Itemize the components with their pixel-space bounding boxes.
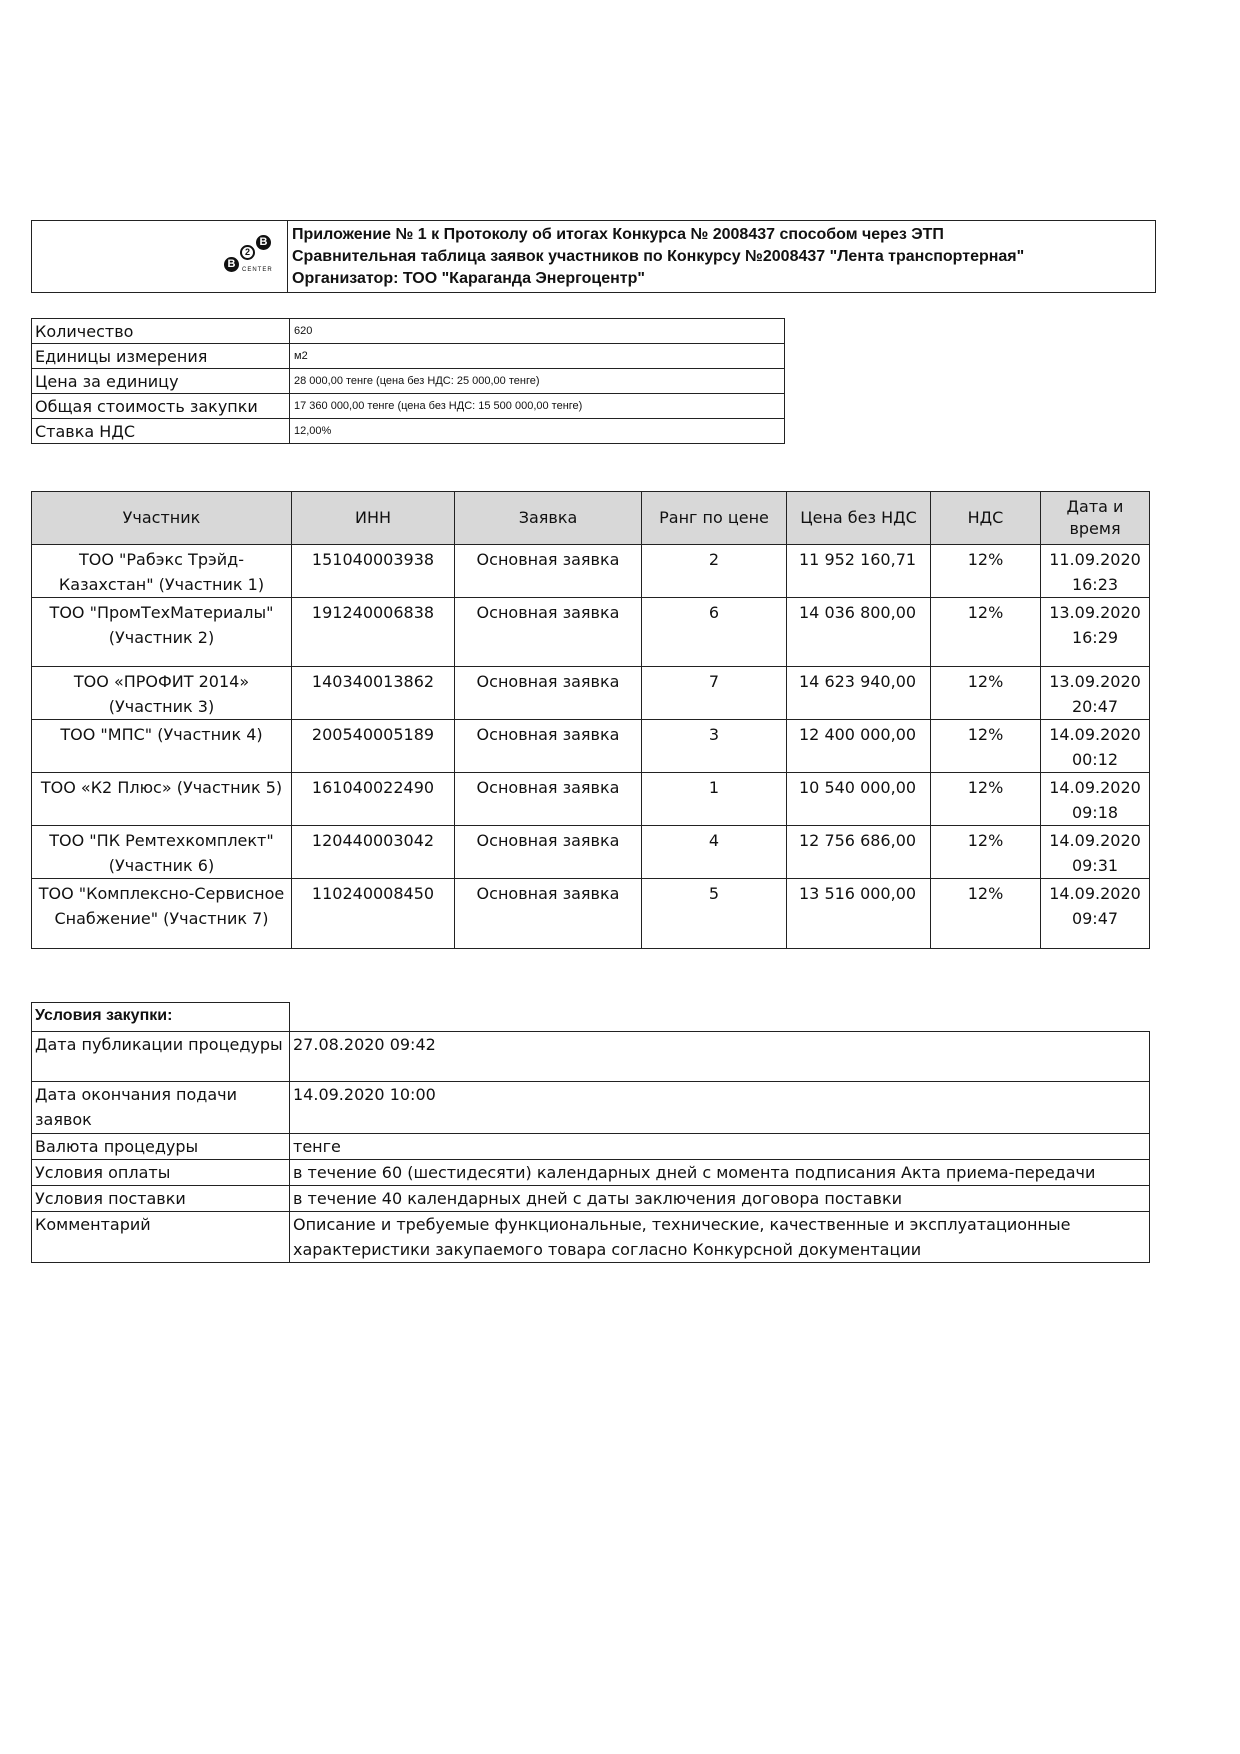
document-header	[31, 220, 1156, 293]
cell-price: 12 400 000,00	[787, 720, 931, 773]
condition-label: Валюта процедуры	[32, 1134, 290, 1160]
table-row	[32, 667, 1150, 720]
summary-row	[32, 319, 785, 344]
summary-value: 28 000,00 тенге (цена без НДС: 25 000,00 тенге)	[290, 369, 785, 394]
cell-rank: 3	[642, 720, 787, 773]
cell-vat: 12%	[931, 826, 1041, 879]
header-text	[288, 221, 1156, 293]
cell-vat: 12%	[931, 879, 1041, 949]
column-header: НДС	[931, 492, 1041, 545]
cell-bid: Основная заявка	[455, 879, 642, 949]
participants-header-row	[32, 492, 1150, 545]
condition-label: Условия оплаты	[32, 1160, 290, 1186]
cell-datetime: 11.09.2020 16:23	[1041, 545, 1150, 598]
cell-rank: 5	[642, 879, 787, 949]
cell-price: 13 516 000,00	[787, 879, 931, 949]
cell-vat: 12%	[931, 720, 1041, 773]
conditions-row	[32, 1032, 1150, 1082]
cell-vat: 12%	[931, 598, 1041, 667]
cell-bid: Основная заявка	[455, 598, 642, 667]
condition-label: Дата публикации процедуры	[32, 1032, 290, 1082]
cell-bid: Основная заявка	[455, 826, 642, 879]
summary-value: м2	[290, 344, 785, 369]
logo-cell	[32, 221, 288, 293]
summary-value: 620	[290, 319, 785, 344]
cell-participant: ТОО «ПРОФИТ 2014» (Участник 3)	[32, 667, 292, 720]
cell-bid: Основная заявка	[455, 667, 642, 720]
cell-participant: ТОО "МПС" (Участник 4)	[32, 720, 292, 773]
cell-vat: 12%	[931, 545, 1041, 598]
logo-letter-left: B	[224, 257, 239, 272]
cell-datetime: 13.09.2020 20:47	[1041, 667, 1150, 720]
cell-bid: Основная заявка	[455, 720, 642, 773]
conditions-row	[32, 1082, 1150, 1134]
summary-value: 12,00%	[290, 419, 785, 444]
conditions-title: Условия закупки:	[32, 1003, 290, 1032]
summary-row	[32, 394, 785, 419]
summary-value: 17 360 000,00 тенге (цена без НДС: 15 500 000,00 тенге)	[290, 394, 785, 419]
column-header: Заявка	[455, 492, 642, 545]
cell-datetime: 14.09.2020 09:31	[1041, 826, 1150, 879]
cell-datetime: 14.09.2020 09:18	[1041, 773, 1150, 826]
participants-table	[31, 491, 1150, 949]
summary-row	[32, 369, 785, 394]
condition-value: в течение 40 календарных дней с даты заключения договора поставки	[290, 1186, 1150, 1212]
table-row	[32, 826, 1150, 879]
cell-participant: ТОО "Рабэкс Трэйд-Казахстан" (Участник 1)	[32, 545, 292, 598]
summary-label: Общая стоимость закупки	[32, 394, 290, 419]
logo-subtext: CENTER	[242, 267, 273, 273]
summary-label: Цена за единицу	[32, 369, 290, 394]
header-line-2: Сравнительная таблица заявок участников по Конкурсу №2008437 "Лента транспортерная"	[292, 247, 1025, 265]
table-row	[32, 598, 1150, 667]
summary-label: Количество	[32, 319, 290, 344]
cell-vat: 12%	[931, 667, 1041, 720]
condition-label: Дата окончания подачи заявок	[32, 1082, 290, 1134]
cell-rank: 1	[642, 773, 787, 826]
summary-row	[32, 419, 785, 444]
column-header: ИНН	[292, 492, 455, 545]
logo-letter-right: B	[256, 235, 271, 250]
cell-inn: 200540005189	[292, 720, 455, 773]
cell-bid: Основная заявка	[455, 545, 642, 598]
cell-participant: ТОО «К2 Плюс» (Участник 5)	[32, 773, 292, 826]
column-header: Дата и время	[1041, 492, 1150, 545]
conditions-table	[31, 1002, 1150, 1263]
summary-label: Единицы измерения	[32, 344, 290, 369]
conditions-row	[32, 1160, 1150, 1186]
summary-row	[32, 344, 785, 369]
header-line-1: Приложение № 1 к Протоколу об итогах Конкурса № 2008437 способом через ЭТП	[292, 225, 944, 243]
cell-inn: 140340013862	[292, 667, 455, 720]
summary-table	[31, 318, 785, 444]
condition-value: Описание и требуемые функциональные, технические, качественные и эксплуатационные характеристики закупаемого товара согласно Конкурсной документации	[290, 1212, 1150, 1263]
summary-label: Ставка НДС	[32, 419, 290, 444]
conditions-row	[32, 1134, 1150, 1160]
cell-price: 14 036 800,00	[787, 598, 931, 667]
cell-datetime: 14.09.2020 00:12	[1041, 720, 1150, 773]
condition-label: Комментарий	[32, 1212, 290, 1263]
cell-inn: 161040022490	[292, 773, 455, 826]
logo-digit: 2	[240, 245, 255, 260]
condition-value: тенге	[290, 1134, 1150, 1160]
table-row	[32, 720, 1150, 773]
cell-rank: 7	[642, 667, 787, 720]
cell-bid: Основная заявка	[455, 773, 642, 826]
cell-rank: 2	[642, 545, 787, 598]
cell-price: 11 952 160,71	[787, 545, 931, 598]
cell-vat: 12%	[931, 773, 1041, 826]
cell-inn: 191240006838	[292, 598, 455, 667]
table-row	[32, 879, 1150, 949]
cell-inn: 110240008450	[292, 879, 455, 949]
table-row	[32, 773, 1150, 826]
column-header: Цена без НДС	[787, 492, 931, 545]
cell-participant: ТОО "ПромТехМатериалы" (Участник 2)	[32, 598, 292, 667]
column-header: Участник	[32, 492, 292, 545]
cell-rank: 4	[642, 826, 787, 879]
cell-datetime: 14.09.2020 09:47	[1041, 879, 1150, 949]
table-row	[32, 545, 1150, 598]
cell-participant: ТОО "Комплексно-Сервисное Снабжение" (Участник 7)	[32, 879, 292, 949]
conditions-title-blank	[290, 1003, 1150, 1032]
cell-price: 12 756 686,00	[787, 826, 931, 879]
column-header: Ранг по цене	[642, 492, 787, 545]
conditions-row	[32, 1212, 1150, 1263]
condition-label: Условия поставки	[32, 1186, 290, 1212]
cell-inn: 120440003042	[292, 826, 455, 879]
cell-rank: 6	[642, 598, 787, 667]
cell-inn: 151040003938	[292, 545, 455, 598]
b2b-center-logo	[202, 233, 282, 283]
conditions-row	[32, 1186, 1150, 1212]
cell-datetime: 13.09.2020 16:29	[1041, 598, 1150, 667]
condition-value: 27.08.2020 09:42	[290, 1032, 1150, 1082]
header-line-3: Организатор: ТОО "Караганда Энергоцентр"	[292, 269, 645, 287]
cell-price: 10 540 000,00	[787, 773, 931, 826]
condition-value: в течение 60 (шестидесяти) календарных дней с момента подписания Акта приема-передачи	[290, 1160, 1150, 1186]
conditions-title-row	[32, 1003, 1150, 1032]
condition-value: 14.09.2020 10:00	[290, 1082, 1150, 1134]
cell-price: 14 623 940,00	[787, 667, 931, 720]
cell-participant: ТОО "ПК Ремтехкомплект" (Участник 6)	[32, 826, 292, 879]
